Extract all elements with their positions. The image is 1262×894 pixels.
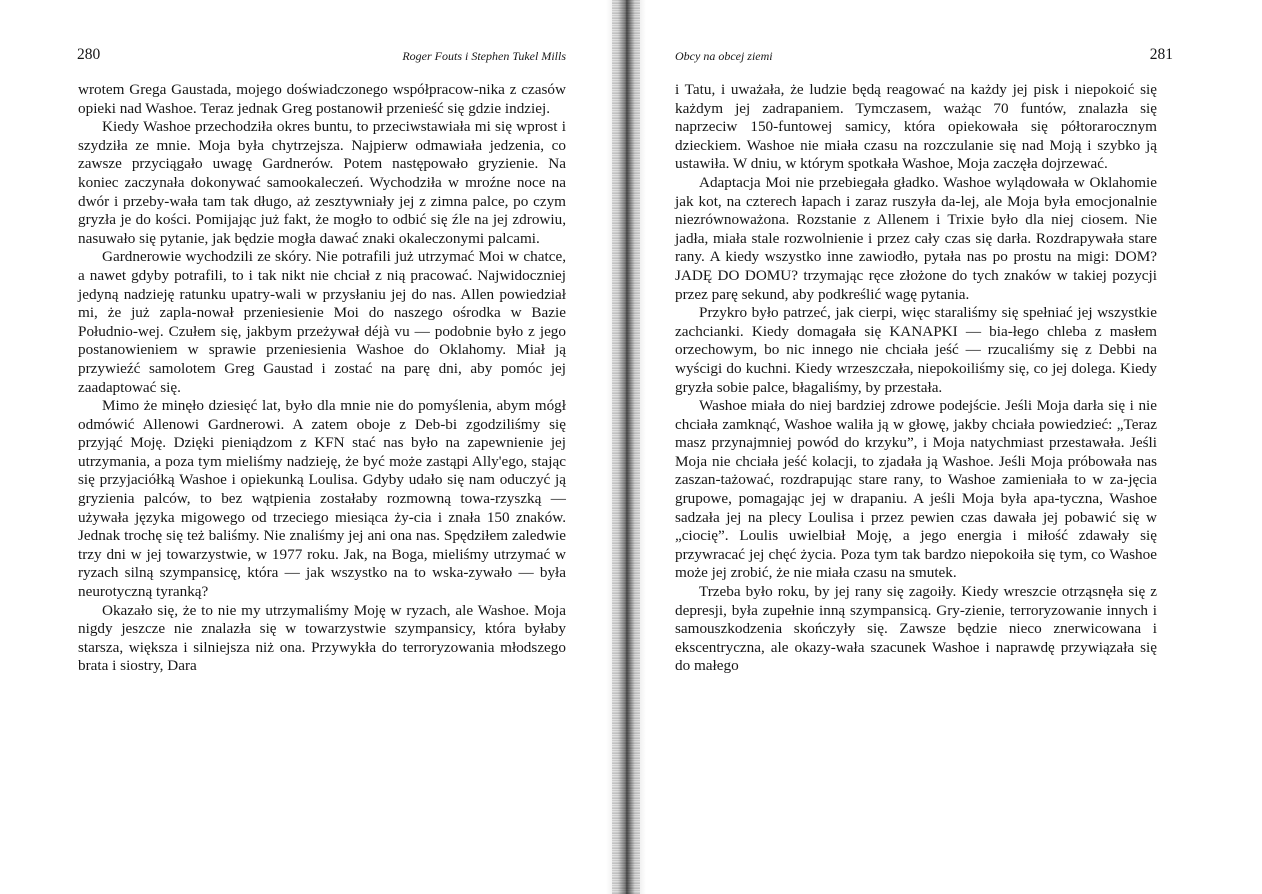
paragraph: i Tatu, i uważała, że ludzie będą reagować na każdy jej pisk i niepokoić się każdym jej zadrapaniem. Tymczasem, ważąc 70 funtów, znalazła się naprzeciw 150-funtowej samicy, która opiekowała się półtorarocznym dzieckiem. Washoe nie miała czasu na rozczulanie się nad Moją i szybko ją ustawiła. W dniu, w którym spotkała Washoe, Moja zaczęła dojrzewać.	[675, 81, 1157, 173]
paragraph: wrotem Grega Gaustada, mojego doświadczonego współpracow-nika z czasów opieki nad Washoe. Teraz jednak Greg postanowił przenieść się gdzie indziej.	[78, 81, 566, 117]
left-running-head: Roger Fouts i Stephen Tukel Mills	[402, 49, 566, 63]
paragraph: Trzeba było roku, by jej rany się zagoiły. Kiedy wreszcie otrząsnęła się z depresji, była zupełnie inną szympansicą. Gry-zienie, terroryzowanie innych i samouszkodzenia skończyły się. Zawsze będzie nieco znerwicowana i ekscentryczna, ale okazy-wała szacunek Washoe i naprawdę przywiązała się do małego	[675, 583, 1157, 675]
paragraph: Gardnerowie wychodzili ze skóry. Nie potrafili już utrzymać Moi w chatce, a nawet gdyby potrafili, to i tak nikt nie chciał z nią pracować. Najwidoczniej jedyną nadzieję ratunku upatry-wali w przysłaniu jej do nas. Allen powiedział mi, że już zapla-nował przeniesienie Moi do naszego ośrodka w Bazie Południo-wej. Czułem się, jakbym przeżywał déjà vu — podobnie było z jego postanowieniem w sprawie przeniesienia Washoe do Oklahomy. Miał ją przywieźć samolotem Greg Gaustad i zostać na parę dni, aby pomóc jej zaadaptować się.	[78, 248, 566, 396]
left-page	[0, 0, 608, 894]
left-body-text	[78, 81, 566, 676]
right-page	[640, 0, 1262, 894]
right-page-number: 281	[1149, 46, 1173, 63]
paragraph: Kiedy Washoe przechodziła okres buntu, to przeciwstawiała mi się wprost i szydziła ze mnie. Moja była chytrzejsza. Najpierw odmawiała jedzenia, co zawsze przyciągało uwagę Gardnerów. Potem następowało gryzienie. Na koniec zaczynała dokonywać samookaleczeń. Wychodziła w mroźne noce na dwór i przeby-wała tam tak długo, aż zesztywniały jej z zimna palce, po czym gryzła je do kości. Pomijając już fakt, że mogło to odbić się źle na jej zdrowiu, nasuwało się pytanie, jak będzie mogła dawać znaki okaleczonymi palcami.	[78, 118, 566, 247]
book-gutter-scan-noise	[612, 0, 640, 894]
paragraph: Washoe miała do niej bardziej zdrowe podejście. Jeśli Moja darła się i nie chciała zamknąć, Washoe waliła ją w głowę, jakby chciała powiedzieć: „Teraz masz przynajmniej powód do krzyku”, i Moja natychmiast przestawała. Jeśli Moja nie chciała jeść kolacji, to zjadała ją Washoe. Jeśli Moja próbowała nas zaszan-tażować, rozdrapując stare rany, to Washoe zamieniała to w za-jęcia grupowe, pomagając jej w drapaniu. A jeśli Moja była apa-tyczna, Washoe sadzała jej na plecy Loulisa i przez pewien czas dawała jej pobawić się w „ciocię”. Loulis uwielbiał Moję, a jego energia i miłość zdawały się przywracać jej chęć życia. Poza tym tak bardzo niepokoiła się tym, co Washoe może jej zrobić, że nie miała czasu na smutek.	[675, 397, 1157, 582]
paragraph: Mimo że minęło dziesięć lat, było dla mnie nie do pomyślenia, abym mógł odmówić Allenowi Gardnerowi. A zatem oboje z Deb-bi zgodziliśmy się przyjąć Moję. Dzięki pieniądzom z KFN stać nas było na zapewnienie jej utrzymania, a poza tym mieliśmy nadzieję, że być może zastąpi Ally'ego, stając się przyjaciółką Washoe i opiekunką Loulisa. Gdyby udało się nam oduczyć ją gryzienia palców, to bez wątpienia zostałaby rozmowną towa-rzyszką — używała języka migowego od trzeciego miesiąca ży-cia i znała 150 znaków. Jednak trochę się też baliśmy. Nie znaliśmy jej ani ona nas. Spędziłem zaledwie trzy dni w jej towarzystwie, w 1977 roku. Jak, na Boga, mieliśmy utrzymać w ryzach silną szympansicę, która — jak wszystko na to wska-zywało — była neurotyczną tyranką?	[78, 397, 566, 601]
paragraph: Adaptacja Moi nie przebiegała gładko. Washoe wylądowała w Oklahomie jak kot, na czterech łapach i zaraz ruszyła da-lej, ale Moja była emocjonalnie niezrównoważona. Rozstanie z Allenem i Trixie było dla niej ciosem. Nie jadła, miała stale rozwolnienie i przez cały czas się darła. Rozdrapywała stare rany. A kiedy wszystko inne zawiodło, pytała nas po prostu na migi: DOM? JADĘ DO DOMU? trzymając ręce złożone do tych znaków w takiej pozycji przez parę sekund, aby podkreślić wagę pytania.	[675, 173, 1157, 303]
paragraph: Okazało się, że to nie my utrzymaliśmy Moję w ryzach, ale Washoe. Moja nigdy jeszcze nie znalazła się w towarzystwie szympansicy, która byłaby starsza, większa i silniejsza niż ona. Przywykła do terroryzowania młodszego brata i siostry, Dara	[78, 601, 566, 675]
right-body-text	[675, 81, 1157, 676]
left-page-number: 280	[77, 46, 101, 63]
right-running-head: Obcy na obcej ziemi	[675, 49, 773, 63]
paragraph: Przykro było patrzeć, jak cierpi, więc staraliśmy się spełniać jej wszystkie zachcianki. Kiedy domagała się KANAPKI — bia-łego chleba z masłem orzechowym, bo nic innego nie chciała jeść — rzucaliśmy się z Debbi na wyścigi do kuchni. Kiedy wrzeszczała, niepokoiliśmy się, co jej dolega. Kiedy gryzła sobie palce, błagaliśmy, by przestała.	[675, 304, 1157, 396]
